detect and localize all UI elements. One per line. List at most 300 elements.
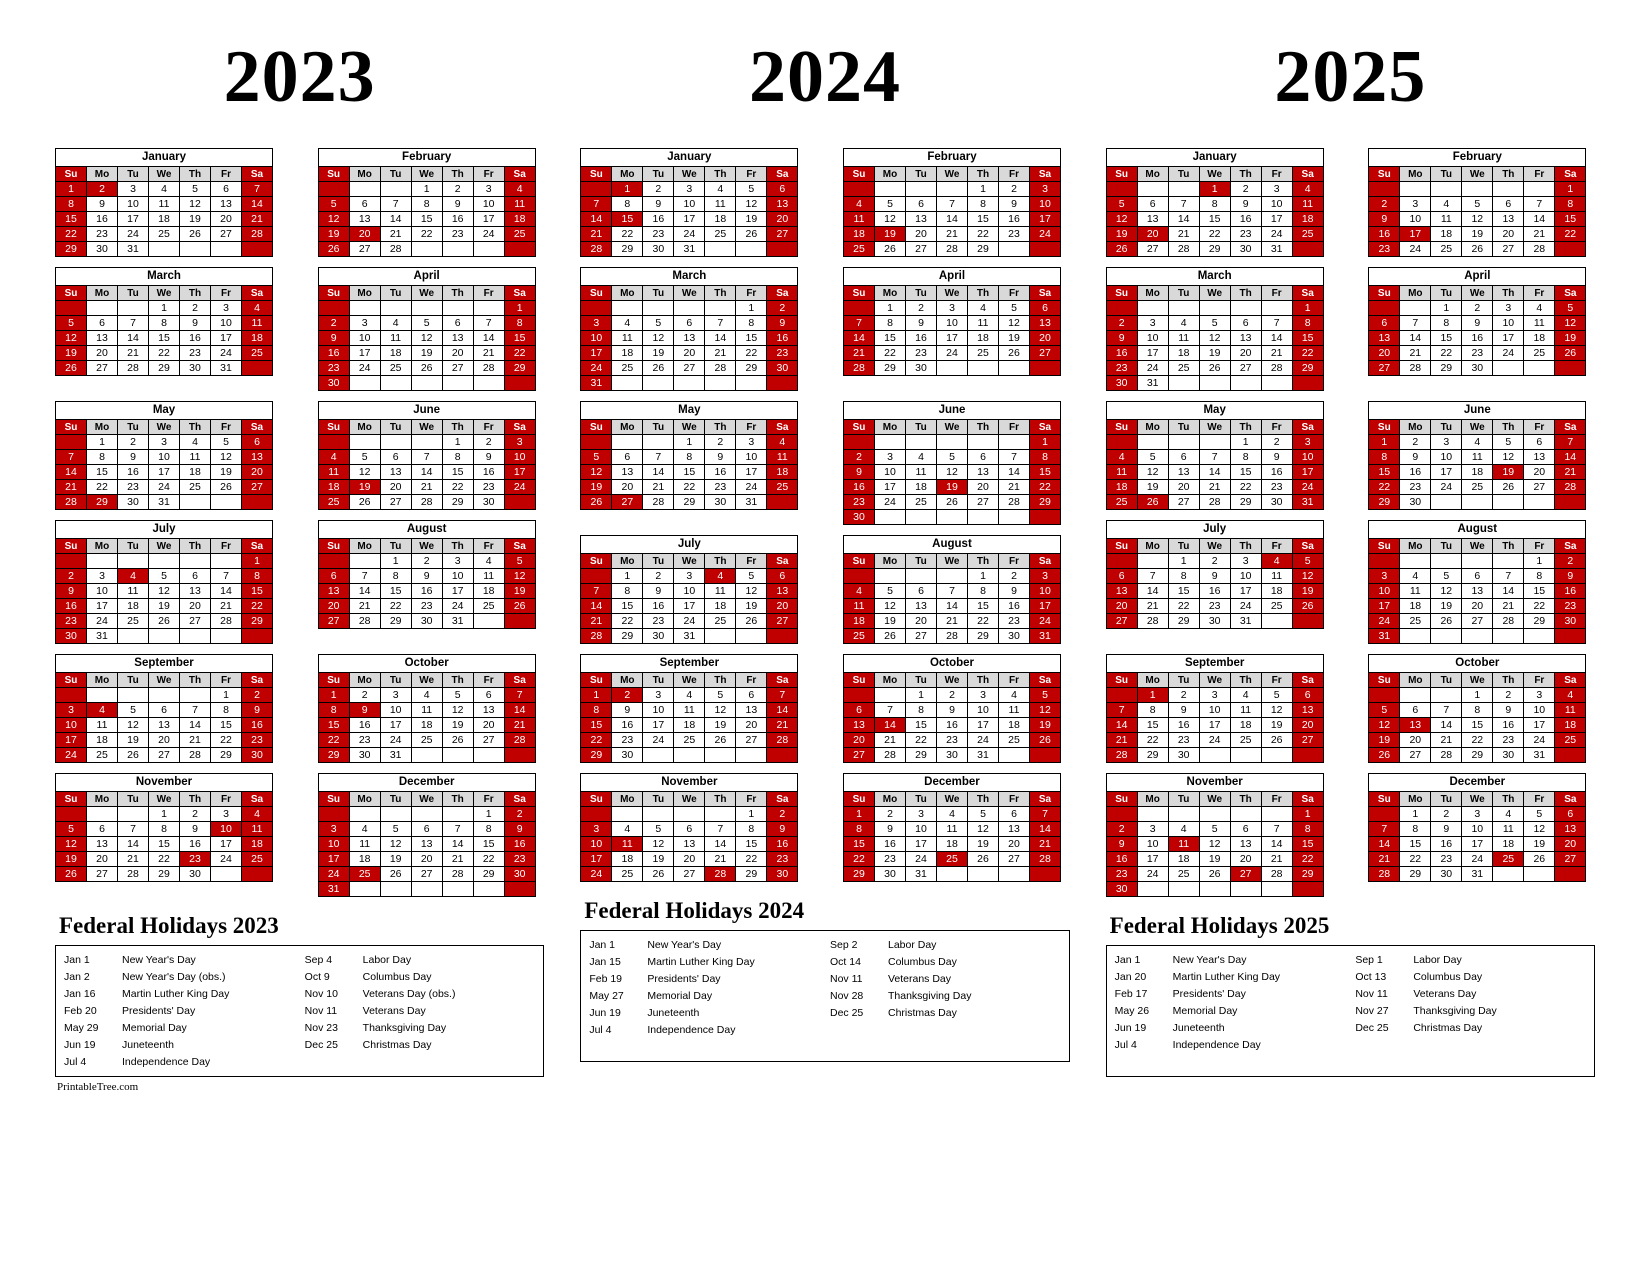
week-row bbox=[1106, 376, 1323, 391]
weekday-header: Sa bbox=[1029, 167, 1060, 182]
day-cell: 25 bbox=[1400, 614, 1431, 629]
week-row bbox=[1369, 495, 1586, 510]
day-cell: 16 bbox=[473, 465, 504, 480]
weekday-header: Su bbox=[843, 286, 874, 301]
day-cell: 12 bbox=[1431, 584, 1462, 599]
empty-cell bbox=[87, 301, 118, 316]
week-row bbox=[843, 346, 1060, 361]
holiday-column bbox=[64, 952, 295, 1071]
weekday-header: Sa bbox=[1555, 167, 1586, 182]
saturday-cell: 30 bbox=[1555, 614, 1586, 629]
day-cell: 11 bbox=[612, 331, 643, 346]
week-row bbox=[581, 703, 798, 718]
saturday-cell: 25 bbox=[767, 480, 798, 495]
day-cell: 9 bbox=[643, 197, 674, 212]
month-grid bbox=[580, 166, 798, 257]
empty-cell bbox=[998, 361, 1029, 376]
empty-cell bbox=[349, 182, 380, 197]
day-cell: 17 bbox=[1462, 837, 1493, 852]
month-grid bbox=[843, 791, 1061, 882]
week-row bbox=[581, 584, 798, 599]
weekday-header: Th bbox=[180, 420, 211, 435]
day-cell: 16 bbox=[705, 465, 736, 480]
day-cell: 16 bbox=[1199, 584, 1230, 599]
sunday-cell: 16 bbox=[1106, 346, 1137, 361]
month-block bbox=[580, 773, 798, 882]
holiday-name: Presidents' Day bbox=[122, 1005, 196, 1017]
week-row bbox=[581, 688, 798, 703]
month-grid bbox=[55, 538, 273, 644]
weekday-header: Mo bbox=[87, 792, 118, 807]
month-grid bbox=[318, 419, 536, 510]
day-cell: 3 bbox=[211, 807, 242, 822]
day-cell: 1 bbox=[1431, 301, 1462, 316]
day-cell: 16 bbox=[998, 212, 1029, 227]
day-cell: 21 bbox=[936, 614, 967, 629]
month-name: June bbox=[1368, 401, 1586, 419]
day-cell: 17 bbox=[87, 599, 118, 614]
month-block bbox=[1368, 267, 1586, 391]
holiday-column bbox=[830, 937, 1061, 1039]
day-cell: 26 bbox=[967, 852, 998, 867]
week-row bbox=[843, 718, 1060, 733]
weekday-header: Su bbox=[1369, 167, 1400, 182]
day-cell: 24 bbox=[1493, 346, 1524, 361]
month-block bbox=[318, 267, 536, 391]
day-cell: 16 bbox=[1493, 718, 1524, 733]
sunday-cell: 31 bbox=[1369, 629, 1400, 644]
week-row bbox=[581, 361, 798, 376]
week-row bbox=[56, 450, 273, 465]
weekday-header: Sa bbox=[1292, 286, 1323, 301]
month-name: July bbox=[55, 520, 273, 538]
month-block bbox=[580, 148, 798, 257]
empty-cell bbox=[1199, 435, 1230, 450]
holiday-row bbox=[830, 1005, 1061, 1022]
day-cell: 11 bbox=[1524, 316, 1555, 331]
week-row bbox=[1369, 465, 1586, 480]
day-cell: 15 bbox=[736, 837, 767, 852]
sunday-cell: 28 bbox=[581, 629, 612, 644]
day-cell: 25 bbox=[87, 748, 118, 763]
holiday-name: Labor Day bbox=[1413, 954, 1462, 966]
month-block bbox=[843, 654, 1061, 763]
week-row bbox=[1369, 867, 1586, 882]
day-cell: 4 bbox=[905, 450, 936, 465]
saturday-cell: 24 bbox=[1029, 614, 1060, 629]
empty-cell bbox=[118, 301, 149, 316]
day-cell: 1 bbox=[411, 182, 442, 197]
empty-cell bbox=[180, 495, 211, 510]
day-cell: 23 bbox=[1261, 480, 1292, 495]
day-cell: 17 bbox=[1199, 718, 1230, 733]
day-cell: 10 bbox=[349, 331, 380, 346]
week-row bbox=[1369, 718, 1586, 733]
holiday-date: Oct 9 bbox=[304, 971, 330, 983]
sunday-cell: 27 bbox=[1106, 614, 1137, 629]
day-cell: 8 bbox=[411, 197, 442, 212]
day-cell: 7 bbox=[1199, 450, 1230, 465]
day-cell: 12 bbox=[874, 212, 905, 227]
day-cell: 26 bbox=[736, 227, 767, 242]
day-cell: 15 bbox=[149, 837, 180, 852]
saturday-cell: 16 bbox=[1555, 584, 1586, 599]
day-cell: 24 bbox=[87, 614, 118, 629]
weekday-header: Sa bbox=[767, 792, 798, 807]
sunday-cell: 5 bbox=[1106, 197, 1137, 212]
saturday-cell: 6 bbox=[1292, 688, 1323, 703]
day-cell: 27 bbox=[380, 495, 411, 510]
day-cell: 10 bbox=[1400, 212, 1431, 227]
weekday-header: Mo bbox=[87, 539, 118, 554]
holiday-row bbox=[64, 1054, 295, 1071]
saturday-cell: 18 bbox=[242, 331, 273, 346]
holiday-name: Juneteenth bbox=[1172, 1022, 1225, 1034]
day-cell: 25 bbox=[674, 733, 705, 748]
week-row bbox=[56, 718, 273, 733]
sunday-cell: 1 bbox=[581, 688, 612, 703]
day-cell: 2 bbox=[1168, 688, 1199, 703]
day-cell: 18 bbox=[473, 584, 504, 599]
sunday-cell: 8 bbox=[318, 703, 349, 718]
day-cell: 20 bbox=[380, 480, 411, 495]
day-cell: 9 bbox=[1168, 703, 1199, 718]
sunday-cell: 4 bbox=[1106, 450, 1137, 465]
week-row bbox=[581, 807, 798, 822]
weekday-header: Sa bbox=[1292, 420, 1323, 435]
day-cell: 2 bbox=[1493, 688, 1524, 703]
holiday-cell: 2 bbox=[87, 182, 118, 197]
day-cell: 27 bbox=[1137, 242, 1168, 257]
week-row bbox=[56, 733, 273, 748]
month-block bbox=[1368, 401, 1586, 510]
holiday-name: Juneteenth bbox=[122, 1039, 174, 1051]
empty-cell bbox=[1261, 807, 1292, 822]
day-cell: 5 bbox=[411, 316, 442, 331]
day-cell: 12 bbox=[1199, 837, 1230, 852]
week-row bbox=[318, 733, 535, 748]
weekday-header: We bbox=[936, 167, 967, 182]
empty-cell bbox=[442, 301, 473, 316]
day-cell: 22 bbox=[211, 733, 242, 748]
day-cell: 18 bbox=[1462, 465, 1493, 480]
saturday-cell: 24 bbox=[1029, 227, 1060, 242]
month-block bbox=[55, 401, 273, 510]
week-row bbox=[56, 227, 273, 242]
day-cell: 17 bbox=[380, 718, 411, 733]
sunday-cell: 5 bbox=[318, 197, 349, 212]
day-cell: 22 bbox=[967, 227, 998, 242]
weekday-header: We bbox=[1199, 286, 1230, 301]
holiday-name: Presidents' Day bbox=[1172, 988, 1246, 1000]
day-cell: 24 bbox=[736, 480, 767, 495]
weekday-header: Sa bbox=[1292, 539, 1323, 554]
day-cell: 10 bbox=[1493, 316, 1524, 331]
day-cell: 8 bbox=[612, 584, 643, 599]
day-cell: 17 bbox=[1261, 212, 1292, 227]
week-row bbox=[1106, 197, 1323, 212]
weekday-header: Fr bbox=[473, 792, 504, 807]
sunday-cell: 10 bbox=[581, 837, 612, 852]
month-grid bbox=[55, 285, 273, 376]
day-cell: 10 bbox=[1462, 822, 1493, 837]
day-cell: 24 bbox=[211, 852, 242, 867]
day-cell: 4 bbox=[180, 435, 211, 450]
weekday-header: Sa bbox=[504, 286, 535, 301]
weekday-header: Mo bbox=[87, 286, 118, 301]
day-cell: 5 bbox=[705, 688, 736, 703]
empty-cell bbox=[1369, 688, 1400, 703]
empty-cell bbox=[118, 629, 149, 644]
day-cell: 12 bbox=[180, 197, 211, 212]
day-cell: 23 bbox=[643, 614, 674, 629]
week-row bbox=[1106, 346, 1323, 361]
day-cell: 21 bbox=[1261, 852, 1292, 867]
day-cell: 24 bbox=[1261, 227, 1292, 242]
sunday-cell: 28 bbox=[581, 242, 612, 257]
sunday-cell: 25 bbox=[843, 629, 874, 644]
weekday-header: Fr bbox=[211, 673, 242, 688]
day-cell: 15 bbox=[1462, 718, 1493, 733]
day-cell: 8 bbox=[149, 822, 180, 837]
day-cell: 27 bbox=[149, 748, 180, 763]
sunday-cell: 1 bbox=[56, 182, 87, 197]
weekday-header: Tu bbox=[1431, 420, 1462, 435]
day-cell: 23 bbox=[180, 346, 211, 361]
weekday-header: Fr bbox=[1261, 673, 1292, 688]
month-block bbox=[1368, 148, 1586, 257]
week-row bbox=[1106, 882, 1323, 897]
saturday-cell: 4 bbox=[242, 807, 273, 822]
sunday-cell: 9 bbox=[1106, 837, 1137, 852]
day-cell: 15 bbox=[874, 331, 905, 346]
months-grid bbox=[1106, 148, 1595, 897]
day-cell: 4 bbox=[1524, 301, 1555, 316]
empty-cell bbox=[1292, 882, 1323, 897]
holiday-date: May 26 bbox=[1114, 1005, 1150, 1017]
month-block bbox=[318, 654, 536, 763]
day-cell: 21 bbox=[180, 733, 211, 748]
empty-cell bbox=[998, 867, 1029, 882]
holiday-cell: 1 bbox=[1199, 182, 1230, 197]
day-cell: 15 bbox=[736, 331, 767, 346]
saturday-cell: 2 bbox=[504, 807, 535, 822]
sunday-cell: 6 bbox=[1106, 569, 1137, 584]
day-cell: 1 bbox=[674, 435, 705, 450]
empty-cell bbox=[581, 435, 612, 450]
day-cell: 27 bbox=[967, 495, 998, 510]
day-cell: 7 bbox=[936, 584, 967, 599]
empty-cell bbox=[874, 182, 905, 197]
empty-cell bbox=[705, 376, 736, 391]
sunday-cell: 14 bbox=[1106, 718, 1137, 733]
day-cell: 13 bbox=[87, 331, 118, 346]
week-row bbox=[1106, 495, 1323, 510]
day-cell: 17 bbox=[1230, 584, 1261, 599]
saturday-cell: 14 bbox=[1555, 450, 1586, 465]
weekday-header: Sa bbox=[1029, 420, 1060, 435]
day-cell: 20 bbox=[1168, 480, 1199, 495]
month-grid bbox=[580, 419, 798, 510]
weekday-header: Th bbox=[1493, 286, 1524, 301]
week-row bbox=[843, 584, 1060, 599]
empty-cell bbox=[1292, 376, 1323, 391]
day-cell: 31 bbox=[442, 614, 473, 629]
day-cell: 28 bbox=[1400, 361, 1431, 376]
weekday-header: Mo bbox=[1137, 286, 1168, 301]
empty-cell bbox=[504, 376, 535, 391]
day-cell: 30 bbox=[705, 495, 736, 510]
day-cell: 15 bbox=[612, 599, 643, 614]
holiday-cell: 2 bbox=[612, 688, 643, 703]
empty-cell bbox=[936, 569, 967, 584]
day-cell: 22 bbox=[1137, 733, 1168, 748]
holiday-name: Veterans Day bbox=[1413, 988, 1477, 1000]
day-cell: 18 bbox=[612, 852, 643, 867]
sunday-cell: 6 bbox=[318, 569, 349, 584]
sunday-cell: 2 bbox=[1106, 316, 1137, 331]
weekday-header: Fr bbox=[211, 792, 242, 807]
empty-cell bbox=[1400, 629, 1431, 644]
week-row bbox=[843, 569, 1060, 584]
weekday-header: Mo bbox=[612, 792, 643, 807]
week-row bbox=[1106, 688, 1323, 703]
day-cell: 19 bbox=[643, 852, 674, 867]
sunday-cell: 17 bbox=[1369, 599, 1400, 614]
week-row bbox=[581, 629, 798, 644]
sunday-cell: 29 bbox=[318, 748, 349, 763]
day-cell: 2 bbox=[1230, 182, 1261, 197]
sunday-cell: 11 bbox=[1106, 465, 1137, 480]
month-name: February bbox=[1368, 148, 1586, 166]
month-name: May bbox=[580, 401, 798, 419]
week-row bbox=[1106, 807, 1323, 822]
day-cell: 10 bbox=[967, 703, 998, 718]
day-cell: 7 bbox=[118, 822, 149, 837]
day-cell: 17 bbox=[211, 837, 242, 852]
day-cell: 12 bbox=[118, 718, 149, 733]
day-cell: 5 bbox=[211, 435, 242, 450]
day-cell: 5 bbox=[1137, 450, 1168, 465]
day-cell: 18 bbox=[1493, 837, 1524, 852]
empty-cell bbox=[349, 435, 380, 450]
saturday-cell: 15 bbox=[504, 331, 535, 346]
year-title: 2024 bbox=[748, 36, 901, 118]
empty-cell bbox=[411, 882, 442, 897]
holiday-name: Martin Luther King Day bbox=[122, 988, 230, 1000]
day-cell: 14 bbox=[118, 331, 149, 346]
day-cell: 19 bbox=[998, 331, 1029, 346]
sunday-cell: 21 bbox=[581, 227, 612, 242]
week-row bbox=[843, 212, 1060, 227]
day-cell: 24 bbox=[118, 227, 149, 242]
day-cell: 30 bbox=[643, 242, 674, 257]
saturday-cell: 27 bbox=[1555, 852, 1586, 867]
empty-cell bbox=[473, 882, 504, 897]
empty-cell bbox=[705, 301, 736, 316]
week-row bbox=[581, 331, 798, 346]
empty-cell bbox=[1199, 748, 1230, 763]
sunday-cell: 20 bbox=[1369, 346, 1400, 361]
weekday-header: Su bbox=[1369, 420, 1400, 435]
empty-cell bbox=[1524, 361, 1555, 376]
empty-cell bbox=[1493, 182, 1524, 197]
saturday-cell: 17 bbox=[1029, 599, 1060, 614]
week-row bbox=[843, 331, 1060, 346]
holiday-cell: 14 bbox=[874, 718, 905, 733]
holiday-date: Nov 11 bbox=[304, 1005, 338, 1017]
day-cell: 16 bbox=[936, 718, 967, 733]
holiday-name: Labor Day bbox=[362, 954, 412, 966]
holiday-name: Juneteenth bbox=[647, 1007, 700, 1019]
sunday-cell: 3 bbox=[581, 316, 612, 331]
day-cell: 7 bbox=[411, 450, 442, 465]
holiday-name: New Year's Day (obs.) bbox=[122, 971, 226, 983]
holiday-date: Jan 20 bbox=[1114, 971, 1147, 983]
empty-cell bbox=[149, 629, 180, 644]
week-row bbox=[843, 495, 1060, 510]
day-cell: 1 bbox=[211, 688, 242, 703]
weekday-header: Tu bbox=[643, 792, 674, 807]
weekday-header: Fr bbox=[998, 420, 1029, 435]
day-cell: 23 bbox=[1493, 733, 1524, 748]
holiday-name: Christmas Day bbox=[1413, 1022, 1483, 1034]
week-row bbox=[318, 584, 535, 599]
day-cell: 21 bbox=[380, 227, 411, 242]
week-row bbox=[56, 629, 273, 644]
day-cell: 11 bbox=[1493, 822, 1524, 837]
day-cell: 25 bbox=[1230, 733, 1261, 748]
week-row bbox=[843, 465, 1060, 480]
day-cell: 5 bbox=[180, 182, 211, 197]
saturday-cell: 21 bbox=[242, 212, 273, 227]
sunday-cell: 14 bbox=[581, 599, 612, 614]
month-grid bbox=[55, 419, 273, 510]
sunday-cell: 19 bbox=[1106, 227, 1137, 242]
week-row bbox=[1106, 599, 1323, 614]
empty-cell bbox=[1369, 554, 1400, 569]
day-cell: 26 bbox=[998, 346, 1029, 361]
sunday-cell: 5 bbox=[1369, 703, 1400, 718]
sunday-cell: 9 bbox=[1369, 212, 1400, 227]
holiday-cell: 23 bbox=[180, 852, 211, 867]
holiday-date: Jan 15 bbox=[589, 956, 621, 968]
holiday-date: Jan 16 bbox=[64, 988, 96, 1000]
empty-cell bbox=[705, 807, 736, 822]
day-cell: 19 bbox=[180, 212, 211, 227]
day-cell: 30 bbox=[1431, 867, 1462, 882]
weekday-header: Fr bbox=[473, 420, 504, 435]
day-cell: 21 bbox=[1199, 480, 1230, 495]
weekday-header: Tu bbox=[118, 420, 149, 435]
weekday-header: Su bbox=[581, 792, 612, 807]
empty-cell bbox=[56, 807, 87, 822]
day-cell: 30 bbox=[180, 361, 211, 376]
weekday-header: Sa bbox=[767, 673, 798, 688]
month-block bbox=[1106, 401, 1324, 510]
empty-cell bbox=[736, 629, 767, 644]
holiday-name: Thanksgiving Day bbox=[887, 990, 972, 1002]
day-cell: 5 bbox=[643, 822, 674, 837]
weekday-header: Mo bbox=[612, 167, 643, 182]
sunday-cell: 23 bbox=[843, 495, 874, 510]
empty-cell bbox=[380, 807, 411, 822]
day-cell: 5 bbox=[736, 569, 767, 584]
holiday-name: Independence Day bbox=[647, 1024, 736, 1036]
saturday-cell: 6 bbox=[767, 182, 798, 197]
empty-cell bbox=[998, 510, 1029, 525]
day-cell: 9 bbox=[1230, 197, 1261, 212]
